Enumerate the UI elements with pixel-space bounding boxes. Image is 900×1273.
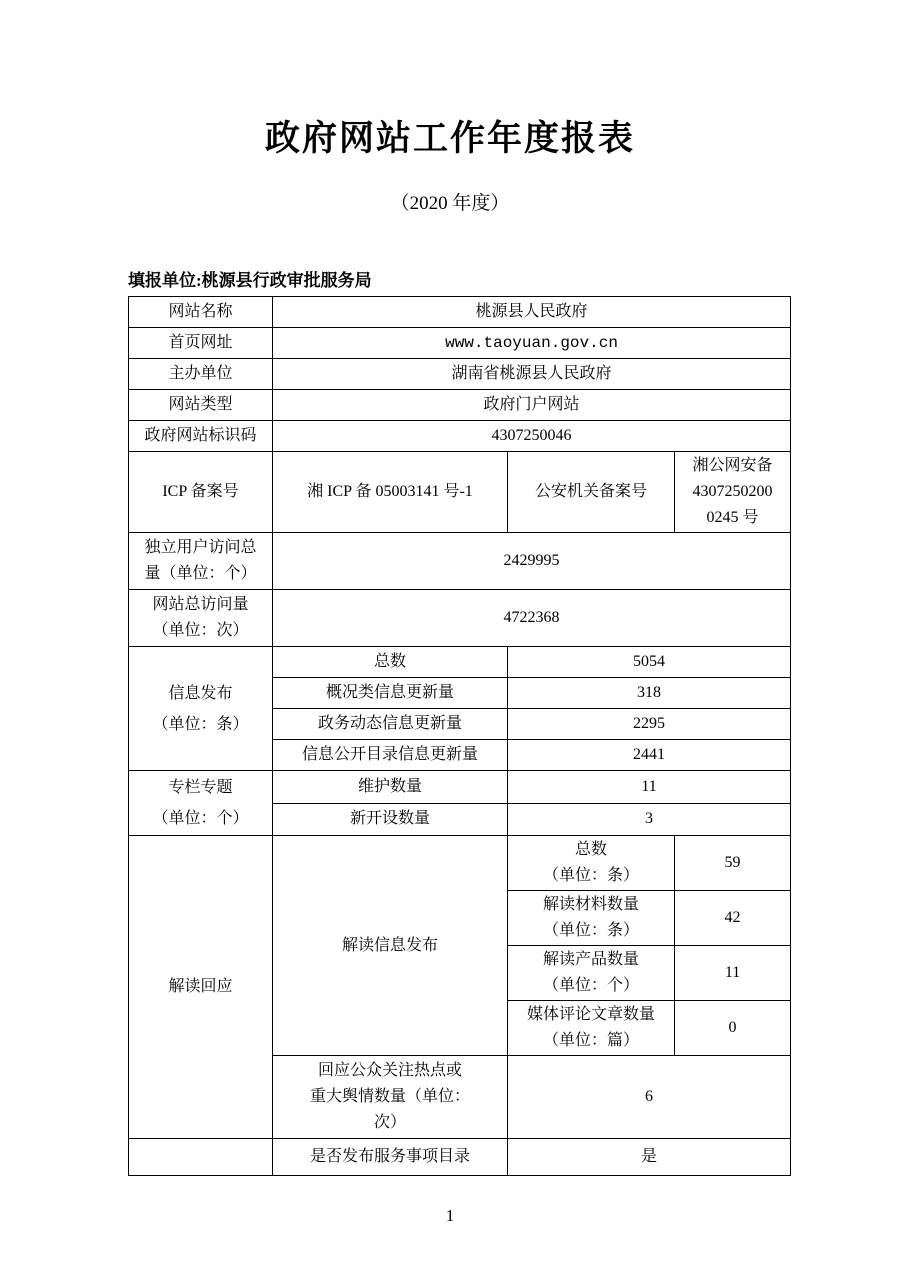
page-number: 1: [445, 1206, 455, 1225]
unique-visitors-label: 独立用户访问总 量（单位：个）: [129, 533, 273, 590]
site-id-code-label: 政府网站标识码: [129, 421, 273, 452]
table-row: [129, 647, 791, 678]
website-type-value: 政府门户网站: [273, 390, 791, 421]
media-comment-value: 0: [675, 1001, 791, 1056]
interp-material-label: 解读材料数量 （单位：条）: [508, 891, 675, 946]
overview-update-value: 318: [508, 678, 791, 709]
table-row: [129, 452, 791, 533]
info-total-value: 5054: [508, 647, 791, 678]
page-title: 政府网站工作年度报表: [264, 119, 635, 158]
gov-news-update-label: 政务动态信息更新量: [273, 709, 508, 740]
interp-material-value: 42: [675, 891, 791, 946]
interpretation-group-label: 解读回应: [129, 836, 273, 1139]
icp-number-label: ICP 备案号: [129, 452, 273, 533]
total-visits-label: 网站总访问量 （单位：次）: [129, 590, 273, 647]
service-catalog-label: 是否发布服务事项目录: [273, 1139, 508, 1176]
table-row: [129, 390, 791, 421]
host-unit-value: 湖南省桃源县人民政府: [273, 359, 791, 390]
service-catalog-value: 是: [508, 1139, 791, 1176]
website-type-label: 网站类型: [129, 390, 273, 421]
police-record-value: 湘公网安备 4307250200 0245 号: [675, 452, 791, 533]
new-count-label: 新开设数量: [273, 803, 508, 836]
hotspot-response-value: 6: [508, 1056, 791, 1139]
table-row: [129, 771, 791, 804]
empty-cell: [129, 1139, 273, 1176]
host-unit-label: 主办单位: [129, 359, 273, 390]
disclosure-update-value: 2441: [508, 740, 791, 771]
annual-report-table: [128, 296, 791, 1176]
table-row: [129, 328, 791, 359]
new-count-value: 3: [508, 803, 791, 836]
maintained-count-value: 11: [508, 771, 791, 804]
website-name-label: 网站名称: [129, 297, 273, 328]
info-publish-group-label: 信息发布 （单位：条）: [129, 647, 273, 771]
total-visits-value: 4722368: [273, 590, 791, 647]
gov-news-update-value: 2295: [508, 709, 791, 740]
maintained-count-label: 维护数量: [273, 771, 508, 804]
interpretation-publish-label: 解读信息发布: [273, 836, 508, 1056]
interp-total-value: 59: [675, 836, 791, 891]
homepage-url-value: www.taoyuan.gov.cn: [273, 328, 791, 359]
overview-update-label: 概况类信息更新量: [273, 678, 508, 709]
site-id-code-value: 4307250046: [273, 421, 791, 452]
police-record-label: 公安机关备案号: [508, 452, 675, 533]
reporting-unit: 填报单位:桃源县行政审批服务局: [128, 271, 372, 290]
table-row: [129, 421, 791, 452]
table-row: [129, 836, 791, 891]
website-name-value: 桃源县人民政府: [273, 297, 791, 328]
interp-product-value: 11: [675, 946, 791, 1001]
media-comment-label: 媒体评论文章数量 （单位：篇）: [508, 1001, 675, 1056]
homepage-url-label: 首页网址: [129, 328, 273, 359]
page-subtitle: （2020 年度）: [390, 193, 510, 214]
special-topics-group-label: 专栏专题 （单位：个）: [129, 771, 273, 836]
interp-product-label: 解读产品数量 （单位：个）: [508, 946, 675, 1001]
table-row: [129, 297, 791, 328]
table-row: [129, 533, 791, 590]
disclosure-update-label: 信息公开目录信息更新量: [273, 740, 508, 771]
unique-visitors-value: 2429995: [273, 533, 791, 590]
info-total-label: 总数: [273, 647, 508, 678]
icp-number-value: 湘 ICP 备 05003141 号-1: [273, 452, 508, 533]
table-row: [129, 590, 791, 647]
table-row: [129, 1139, 791, 1176]
hotspot-response-label: 回应公众关注热点或 重大舆情数量（单位： 次）: [273, 1056, 508, 1139]
interp-total-label: 总数 （单位：条）: [508, 836, 675, 891]
table-row: [129, 359, 791, 390]
